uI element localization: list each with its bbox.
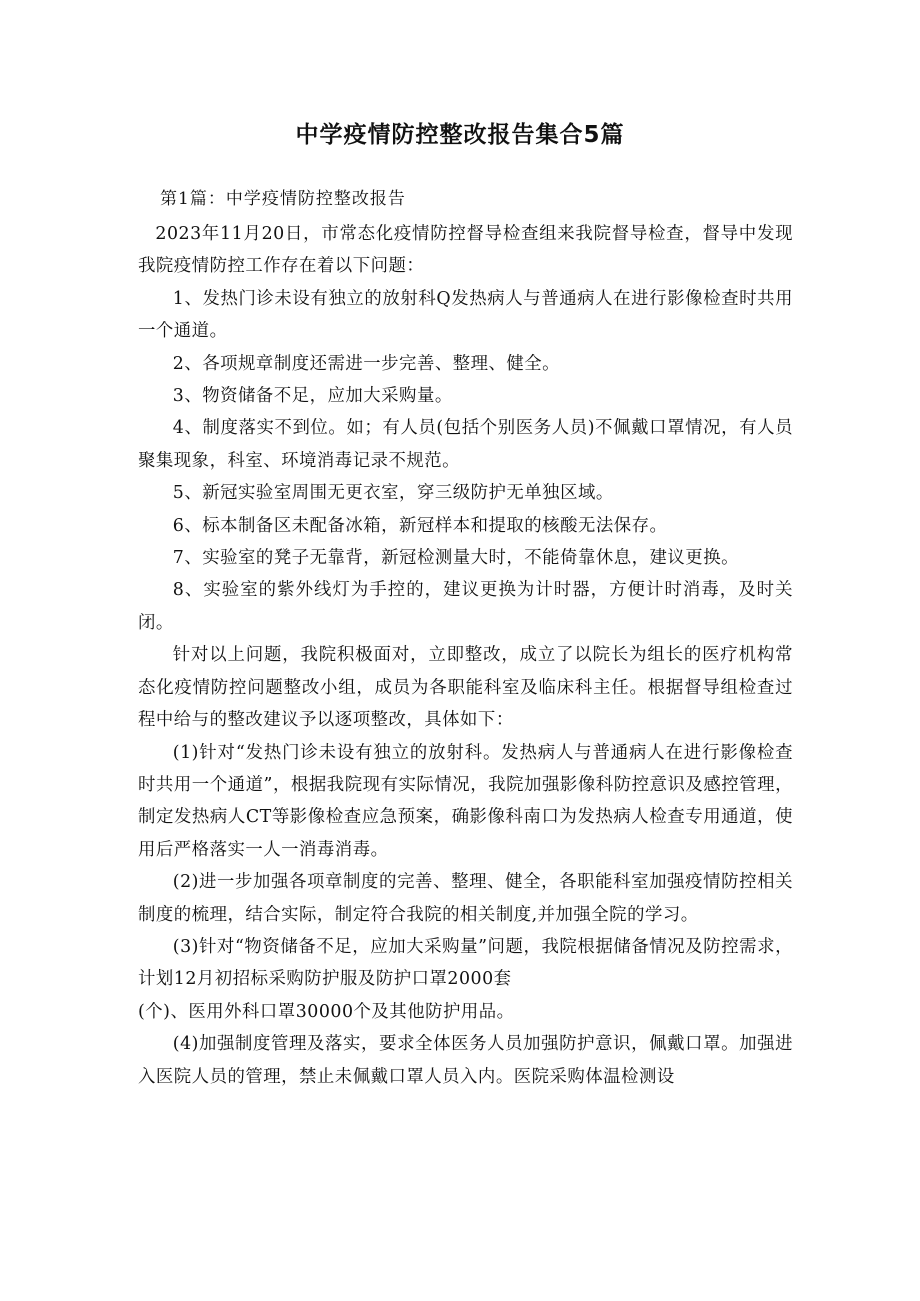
- measure-item-3-continued: (个)、医用外科口罩30000个及其他防护用品。: [138, 1001, 515, 1022]
- issue-item-1: 1、发热门诊未设有独立的放射科Q发热病人与普通病人在进行影像检查时共用一个通道。: [138, 288, 793, 342]
- paragraph-intro: 2023年11月20日，市常态化疫情防控督导检查组来我院督导检查，督导中发现我院疫情防控工作存在着以下问题：: [138, 224, 793, 277]
- issue-item-4: 4、制度落实不到位。如；有人员(包括个别医务人员)不佩戴口罩情况，有人员聚集现象，科室、环境消毒记录不规范。: [138, 418, 793, 471]
- issue-item-7: 7、实验室的凳子无靠背，新冠检测量大时，不能倚靠休息，建议更换。: [172, 548, 739, 569]
- document-title: 中学疫情防控整改报告集合5篇: [295, 122, 625, 148]
- issue-item-2: 2、各项规章制度还需进一步完善、整理、健全。: [172, 353, 561, 374]
- issue-item-3: 3、物资储备不足，应加大采购量。: [172, 386, 453, 407]
- issue-item-6: 6、标本制备区未配备冰箱，新冠样本和提取的核酸无法保存。: [172, 515, 668, 536]
- document-body: [138, 218, 793, 1093]
- measure-item-4: (4)加强制度管理及落实，要求全体医务人员加强防护意识，佩戴口罩。加强进入医院人员的管理，禁止未佩戴口罩人员入内。医院采购体温检测设: [138, 1034, 793, 1087]
- measure-item-3: (3)针对“物资储备不足，应加大采购量”问题，我院根据储备情况及防控需求，计划12月初招标采购防护服及防护口罩2000套: [138, 936, 793, 990]
- measure-item-2: (2)进一步加强各项章制度的完善、整理、健全，各职能科室加强疫情防控相关制度的梳理，结合实际，制定符合我院的相关制度,并加强全院的学习。: [138, 872, 793, 925]
- part-heading: 第1篇：中学疫情防控整改报告: [160, 189, 406, 209]
- issue-item-8: 8、实验室的紫外线灯为手控的，建议更换为计时器，方便计时消毒，及时关闭。: [138, 580, 793, 633]
- measure-item-1: (1)针对“发热门诊未设有独立的放射科。发热病人与普通病人在进行影像检查时共用一个通道”，根据我院现有实际情况，我院加强影像科防控意识及感控管理，制定发热病人CT等影像检查应急预案，确影像科南口为发热病人检查专用通道，使用后严格落实一人一消毒消毒。: [138, 742, 793, 860]
- issue-item-5: 5、新冠实验室周围无更衣室，穿三级防护无单独区域。: [172, 483, 614, 504]
- paragraph-response: 针对以上问题，我院积极面对，立即整改，成立了以院长为组长的医疗机构常态化疫情防控问题整改小组，成员为各职能科室及临床科主任。根据督导组检查过程中给与的整改建议予以逐项整改，具体如下：: [138, 645, 793, 731]
